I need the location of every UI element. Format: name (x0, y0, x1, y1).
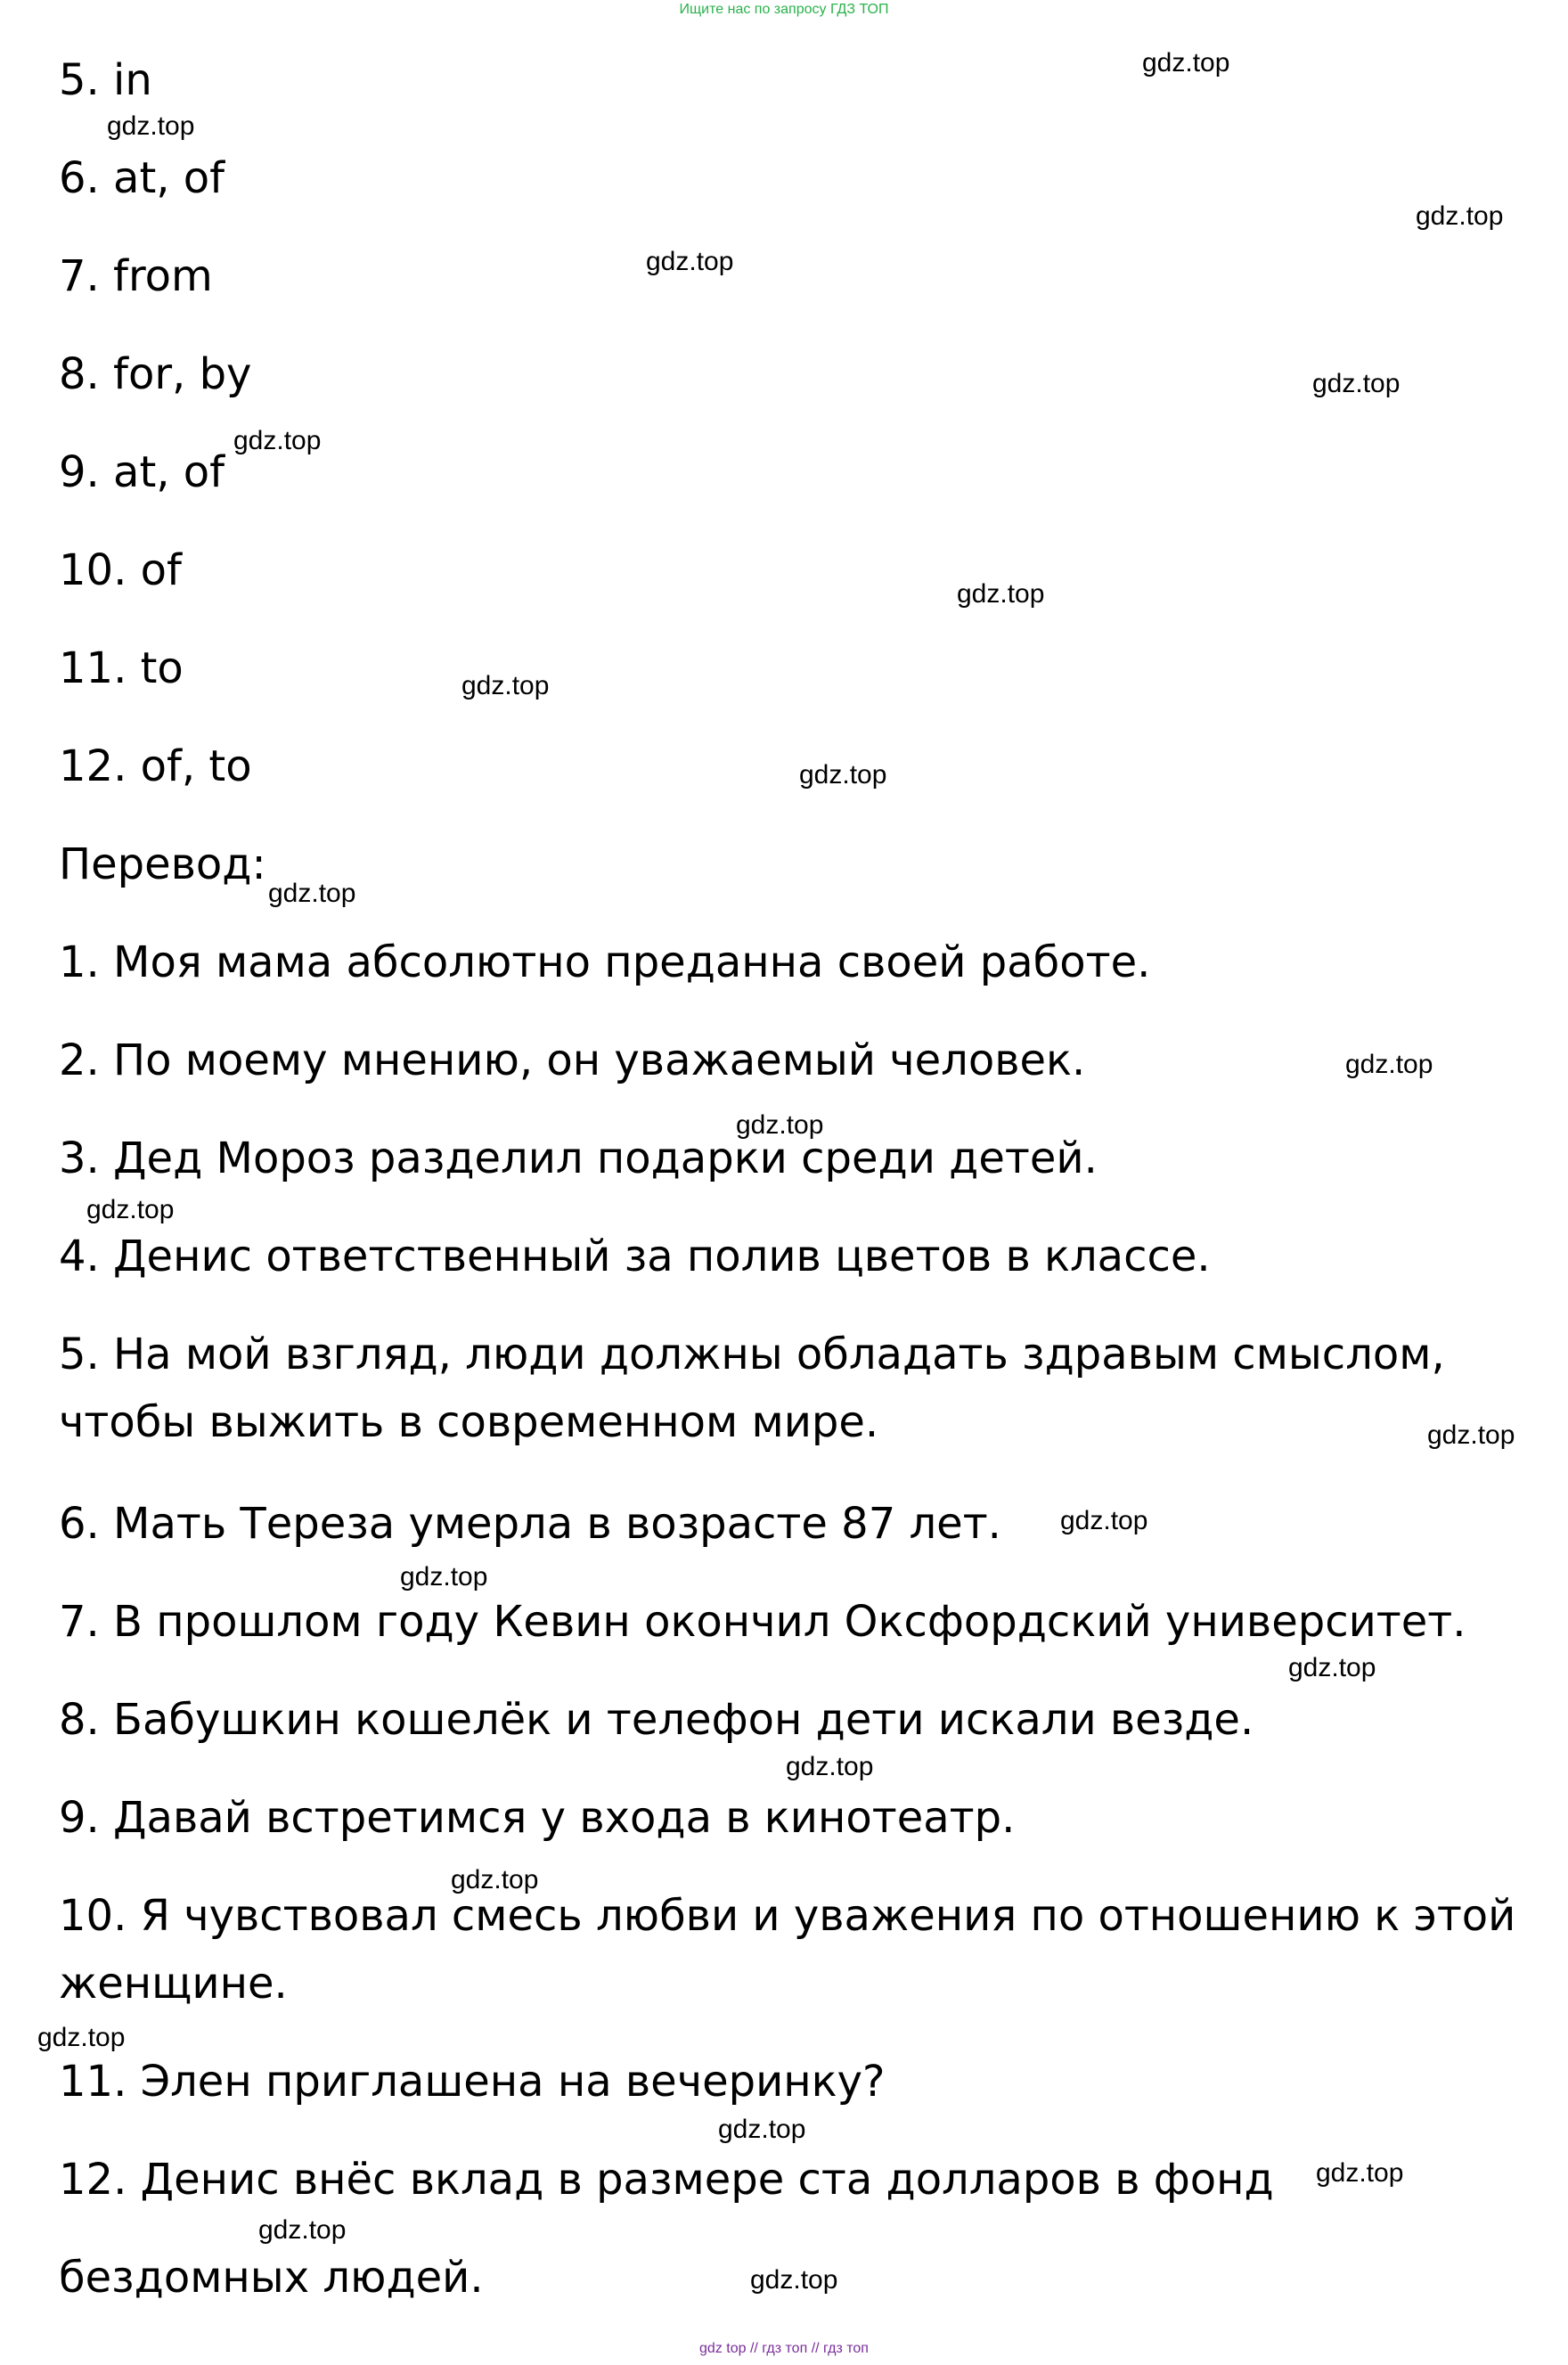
translation-1: 1. Моя мама абсолютно преданна своей работе. (59, 937, 1151, 987)
watermark: gdz.top (750, 2265, 838, 2295)
watermark: gdz.top (268, 879, 356, 908)
watermark: gdz.top (1312, 369, 1401, 398)
watermark: gdz.top (258, 2215, 347, 2245)
answer-6: 6. at, of (59, 153, 225, 203)
translation-8: 8. Бабушкин кошелёк и телефон дети искали везде. (59, 1695, 1254, 1745)
watermark: gdz.top (646, 247, 734, 276)
translation-7: 7. В прошлом году Кевин окончил Оксфордский университет. (59, 1597, 1466, 1647)
translation-5-line-1: 5. На мой взгляд, люди должны обладать здравым смыслом, (59, 1330, 1445, 1379)
translation-10-line-1: 10. Я чувствовал смесь любви и уважения по отношению к этой (59, 1891, 1516, 1941)
translation-12-line-1: 12. Денис внёс вклад в размере ста долларов в фонд (59, 2155, 1274, 2205)
watermark: gdz.top (736, 1110, 824, 1140)
translation-12-line-2: бездомных людей. (59, 2253, 484, 2303)
translation-5-line-2: чтобы выжить в современном мире. (59, 1397, 879, 1447)
translation-11: 11. Элен приглашена на вечеринку? (59, 2057, 886, 2107)
watermark: gdz.top (1288, 1653, 1376, 1682)
watermark: gdz.top (107, 111, 195, 141)
watermark: gdz.top (1427, 1420, 1515, 1450)
watermark: gdz.top (1142, 48, 1230, 78)
watermark: gdz.top (233, 426, 322, 455)
answer-10: 10. of (59, 545, 182, 595)
watermark: gdz.top (451, 1865, 539, 1894)
translation-3: 3. Дед Мороз разделил подарки среди детей. (59, 1133, 1098, 1183)
translation-9: 9. Давай встретимся у входа в кинотеатр. (59, 1793, 1016, 1843)
watermark: gdz.top (1316, 2158, 1404, 2188)
translation-heading: Перевод: (59, 839, 266, 889)
translation-6: 6. Мать Тереза умерла в возрасте 87 лет. (59, 1499, 1001, 1549)
watermark: gdz.top (86, 1195, 175, 1224)
translation-2: 2. По моему мнению, он уважаемый человек. (59, 1035, 1086, 1085)
answer-11: 11. to (59, 643, 184, 693)
answer-12: 12. of, to (59, 741, 252, 791)
watermark: gdz.top (718, 2115, 806, 2144)
watermark: gdz.top (799, 760, 887, 790)
answer-9: 9. at, of (59, 447, 225, 497)
watermark: gdz.top (400, 1562, 488, 1592)
watermark: gdz.top (1345, 1050, 1433, 1079)
answer-8: 8. for, by (59, 349, 252, 399)
watermark: gdz.top (957, 579, 1045, 609)
watermark: gdz.top (786, 1752, 874, 1781)
watermark: gdz.top (461, 671, 550, 700)
watermark: gdz.top (37, 2023, 126, 2052)
answer-5: 5. in (59, 55, 152, 105)
top-banner: Ищите нас по запросу ГДЗ ТОП (679, 2, 889, 17)
footer-credits: gdz top // гдз топ // гдз топ (699, 2341, 869, 2356)
watermark: gdz.top (1060, 1506, 1148, 1535)
answer-7: 7. from (59, 251, 213, 301)
translation-10-line-2: женщине. (59, 1959, 288, 2009)
watermark: gdz.top (1416, 201, 1504, 231)
translation-4: 4. Денис ответственный за полив цветов в классе. (59, 1232, 1211, 1281)
